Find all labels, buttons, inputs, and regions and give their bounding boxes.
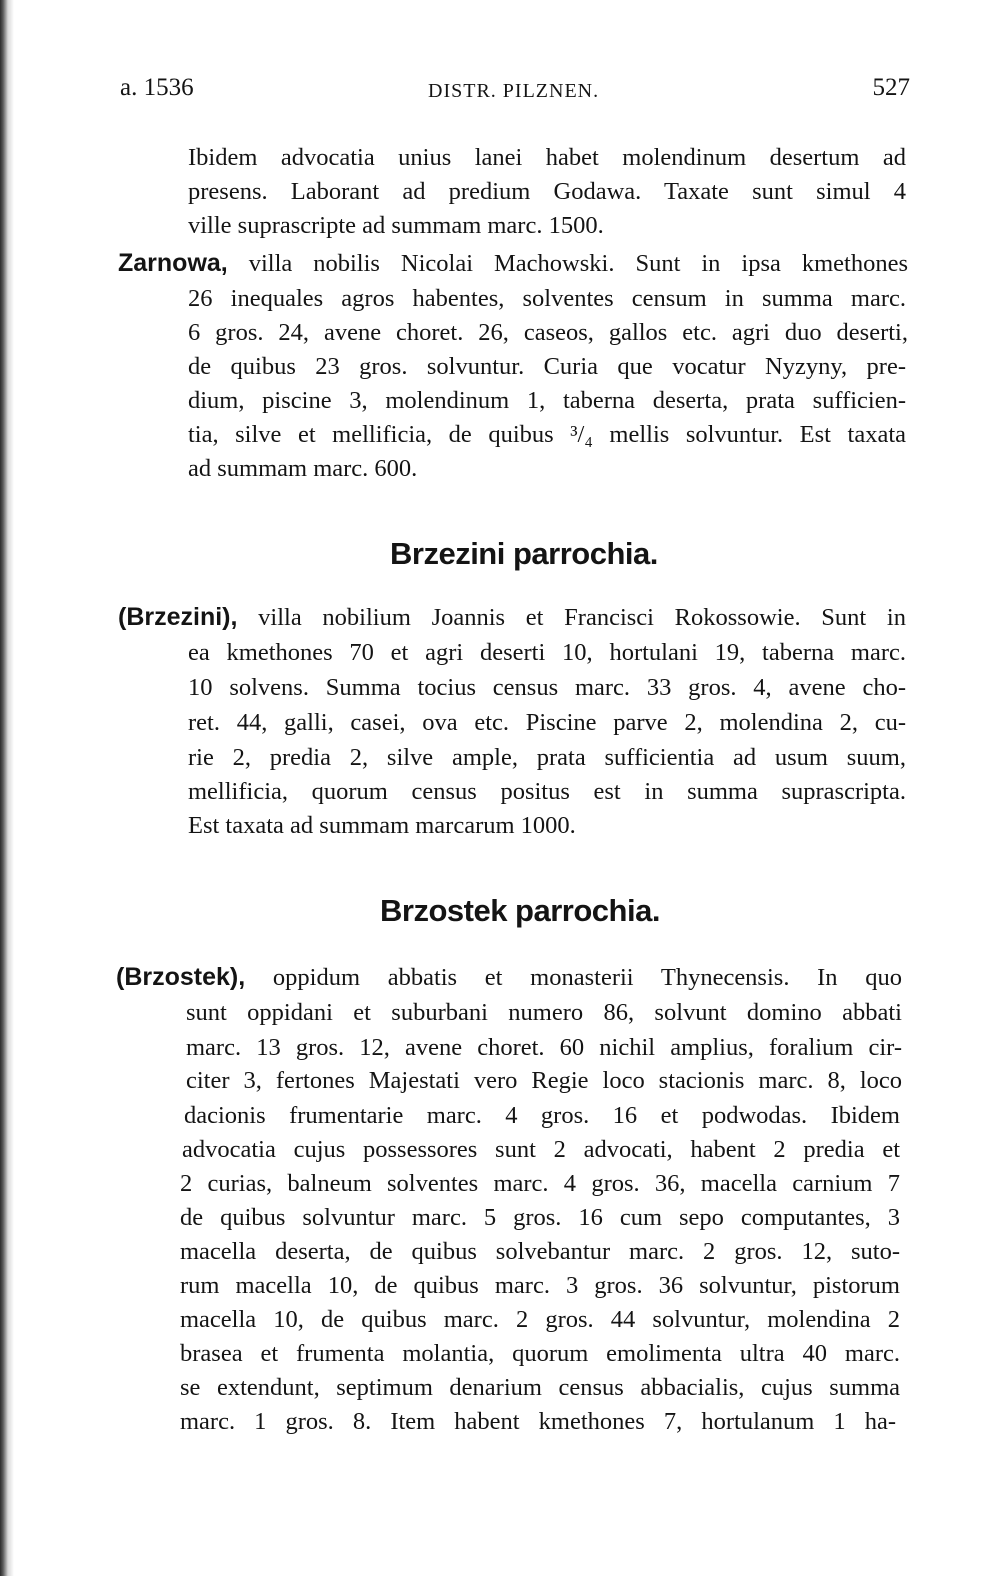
text-line: mellificia, quorum census positus est in summa suprascripta. [188,778,906,805]
text-line: de quibus solvuntur marc. 5 gros. 16 cum sepo computantes, 3 [180,1204,900,1231]
text-line: tia, silve et mellificia, de quibus ³/₄ mellis solvuntur. Est taxata [188,421,906,448]
entry-lead-zarnowa: Zarnowa, [118,249,228,277]
entry-first-line [118,600,906,634]
text-line: rie 2, predia 2, silve ample, prata sufficientia ad usum suum, [188,744,906,771]
text-line: marc. 1 gros. 8. Item habent kmethones 7, hortulanum 1 ha- [180,1408,896,1435]
text-line: macella 10, de quibus marc. 2 gros. 44 solvuntur, molendina 2 [180,1306,900,1333]
page-number: 527 [872,74,910,101]
text-line: se extendunt, septimum denarium census abbacialis, cujus summa [180,1374,900,1401]
text-line: 10 solvens. Summa tocius census marc. 33 gros. 4, avene cho- [188,674,906,701]
text-line: macella deserta, de quibus solvebantur marc. 2 gros. 12, suto- [180,1238,900,1265]
text-line: dium, piscine 3, molendinum 1, taberna deserta, prata sufficien- [188,387,906,414]
entry-lead-brzezini: (Brzezini), [118,603,238,631]
text-line: brasea et frumenta molantia, quorum emolimenta ultra 40 marc. [180,1340,900,1367]
entry-first-line-text: villa nobilis Nicolai Machowski. Sunt in ipsa kmethones [227,250,908,277]
header-title: DISTR. PILZNEN. [428,80,600,102]
text-line: dacionis frumentarie marc. 4 gros. 16 et podwodas. Ibidem [184,1102,900,1129]
text-line: presens. Laborant ad predium Godawa. Taxate sunt simul 4 [188,178,906,205]
text-line: 6 gros. 24, avene choret. 26, caseos, gallos etc. agri duo deserti, [188,319,908,346]
text-line: sunt oppidani et suburbani numero 86, solvunt domino abbati [186,999,902,1026]
text-line: ad summam marc. 600. [188,455,418,482]
running-header [120,74,910,114]
entry-first-line [118,246,908,280]
text-line: ville suprascripte ad summam marc. 1500. [188,212,604,239]
entry-first-line [116,960,902,994]
text-line: 2 curias, balneum solventes marc. 4 gros. 36, macella carnium 7 [180,1170,900,1197]
entry-first-line-text: villa nobilium Joannis et Francisci Rokossowie. Sunt in [237,604,906,631]
entry-first-line-text: oppidum abbatis et monasterii Thynecensis. In quo [245,964,902,991]
page-edge-shadow [0,0,14,1576]
text-line: Est taxata ad summam marcarum 1000. [188,812,576,839]
text-line: ea kmethones 70 et agri deserti 10, hortulani 19, taberna marc. [188,639,906,666]
text-line: citer 3, fertones Majestati vero Regie loco stacionis marc. 8, loco [186,1067,902,1094]
header-year: a. 1536 [120,74,194,101]
entry-lead-brzostek: (Brzostek), [116,963,246,991]
text-line: advocatia cujus possessores sunt 2 advocati, habent 2 predia et [182,1136,900,1163]
section-heading-brzostek: Brzostek parrochia. [380,893,660,928]
text-line: rum macella 10, de quibus marc. 3 gros. 36 solvuntur, pistorum [180,1272,900,1299]
text-line: marc. 13 gros. 12, avene choret. 60 nichil amplius, foralium cir- [186,1034,902,1061]
text-line: de quibus 23 gros. solvuntur. Curia que vocatur Nyzyny, pre- [188,353,906,380]
section-heading-brzezini: Brzezini parrochia. [390,536,658,571]
text-line: ret. 44, galli, casei, ova etc. Piscine parve 2, molendina 2, cu- [188,709,906,736]
text-line: 26 inequales agros habentes, solventes censum in summa marc. [188,285,906,312]
text-line: Ibidem advocatia unius lanei habet molendinum desertum ad [188,144,906,171]
